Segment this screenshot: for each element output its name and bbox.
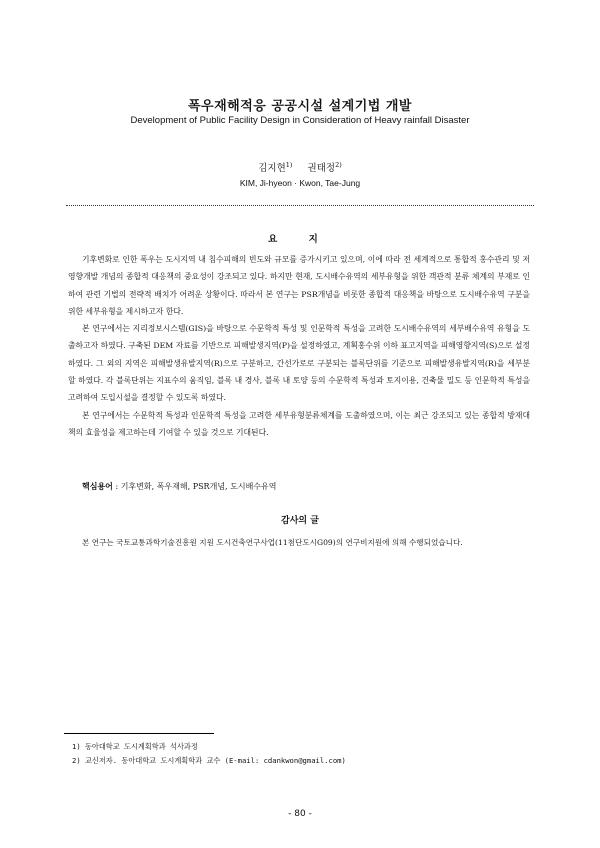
acknowledgement-heading: 감사의 글 <box>281 516 319 526</box>
dotted-separator <box>66 205 534 206</box>
author-2-name: 권태정 <box>307 163 336 174</box>
abstract-paragraph-3: 본 연구에서는 수문학적 특성과 인문학적 특성을 고려한 세부유형분류체계를 도출하였으며, 이는 최근 강조되고 있는 종합적 방재대책의 효율성을 제고하는데 기여할 수 있을 것으로 기대된다. <box>68 410 530 437</box>
abstract-body <box>68 251 530 441</box>
acknowledgement-text: 본 연구는 국토교통과학기술진흥원 지원 도시건축연구사업(11첨단도시G09)의 연구비지원에 의해 수행되었습니다. <box>82 538 463 547</box>
footnote-rule <box>64 733 214 734</box>
author-1-name: 김지현 <box>258 163 286 174</box>
paper-subtitle-english: Development of Public Facility Design in Consideration of Heavy rainfall Disaster <box>130 115 470 126</box>
keywords-label: 핵심용어 <box>82 482 113 491</box>
footnote-2: 2) 교신저자. 동아대학교 도시계획학과 교수 (E-mail: cdankwon@gmail.com) <box>72 756 346 765</box>
keywords <box>82 481 532 492</box>
acknowledgement-body <box>68 535 538 551</box>
paper-title: 폭우재해적응 공공시설 설계기법 개발 <box>187 99 412 114</box>
keywords-separator: : <box>112 482 121 491</box>
authors-korean <box>0 160 600 174</box>
abstract-paragraph-1: 기후변화로 인한 폭우는 도시지역 내 침수피해의 빈도와 규모를 증가시키고 있으며, 이에 따라 전 세계적으로 통합적 홍수관리 및 저영향개발 개념의 종합적 대응책의 중요성이 강조되고 있다. 하지만 현재, 도시배수유역의 세부유형을 위한 객관적 분류 체계의 부재로 인하여 관련 기법의 전략적 배치가 어려운 상황이다. 따라서 본 연구는 PSR개념을 비롯한 종합적 대응책을 바탕으로 도시배수유역 구분을 위한 세부유형을 제시하고자 한다. <box>68 255 530 316</box>
keywords-text: 기후변화, 폭우재해, PSR개념, 도시배수유역 <box>120 482 277 491</box>
page-number: - 80 - <box>288 809 312 819</box>
footnote-1: 1) 동아대학교 도시계획학과 석사과정 <box>72 742 198 751</box>
author-2-footnote-mark: 2) <box>335 160 342 169</box>
footnotes <box>72 740 532 768</box>
abstract-heading: 요 지 <box>268 234 332 245</box>
authors-english: KIM, Ji-hyeon · Kwon, Tae-Jung <box>239 178 361 188</box>
author-1-footnote-mark: 1) <box>285 160 293 169</box>
abstract-paragraph-2: 본 연구에서는 지리정보시스템(GIS)을 바탕으로 수문학적 특성 및 인문학적 특성을 고려한 도시배수유역의 세부배수유역 유형을 도출하고자 하였다. 구축된 DEM 자료를 기반으로 피해발생지역(P)을 설정하였고, 계획홍수위 이하 표고지역을 피해영향지역(S)으로 설정하였다. 그 외의 지역은 피해발생유발지역(R)으로 구분하고, 간선가로로 구분되는 블록단위를 기준으로 피해발생유발지역(R)을 세부분할 하였다. 각 블록단위는 지표수의 움직임, 블록 내 경사, 블록 내 토양 등의 수문학적 특성과 토지이용, 건축물 밀도 등 인문학적 특성을 고려하여 도입시설을 결정할 수 있도록 하였다. <box>68 324 530 403</box>
